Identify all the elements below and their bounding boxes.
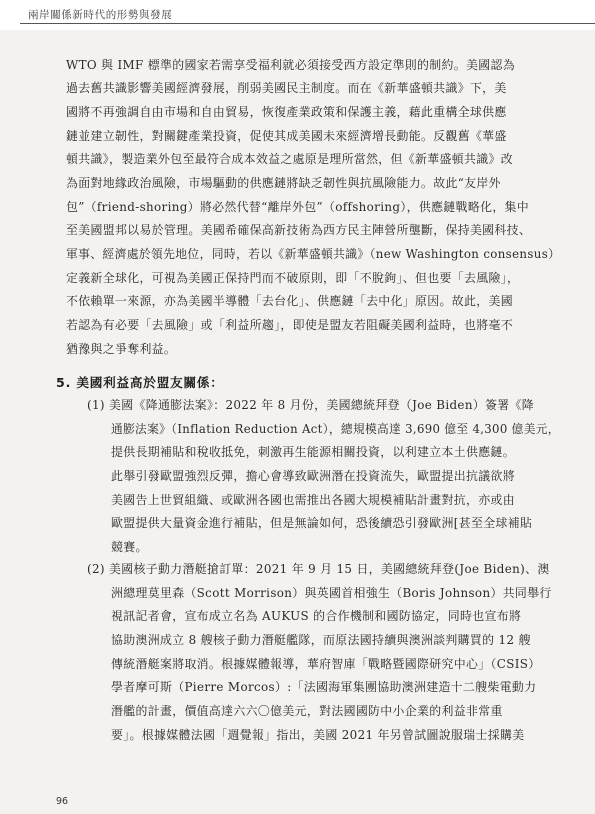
- list-item-2-line: 傳統潛艇案將取消。根據媒體報導，華府智庫「戰略暨國際研究中心」（CSIS）: [111, 657, 541, 671]
- body-paragraph-line: 若認為有必要「去風險」或「利益所趨」，即使是盟友若阻礙美國利益時，也將毫不: [66, 318, 513, 332]
- list-item-2-line: (2) 美國核子動力潛艇搶訂單：2021 年 9 月 15 日，美國總統拜登(Joe Biden)、澳: [87, 562, 550, 576]
- body-paragraph-line: 至美國盟邦以易於管理。美國希確保高新技術為西方民主陣營所壟斷，保持美國科技、: [66, 223, 532, 237]
- list-item-2-line: 要」。根據媒體法國「週覺報」指出，美國 2021 年另曾試圖說服瑞士採購美: [111, 728, 525, 742]
- header-rule: [20, 23, 595, 24]
- body-paragraph-line: 國將不再強調自由市場和自由貿易，恢復產業政策和保護主義，藉此重構全球供應: [66, 105, 507, 119]
- list-item-2-line: 潛艦的計畫，價值高達六六〇億美元，對法國國防中小企業的利益非常重: [111, 704, 503, 718]
- body-paragraph-line: 不依賴單一來源，亦為美國半導體「去台化」、供應鏈「去中化」原因。故此，美國: [66, 294, 513, 308]
- body-paragraph-line: 過去舊共識影響美國經濟發展，削弱美國民主制度。而在《新華盛頓共識》下，美: [66, 81, 507, 95]
- list-item-1-line: 美國告上世貿組織、或歐洲各國也需推出各國大規模補貼計畫對抗，亦或由: [111, 493, 515, 507]
- body-paragraph-line: 頓共識》，製造業外包至最符合成本效益之處原是理所當然，但《新華盛頓共識》改: [66, 152, 513, 166]
- body-paragraph-line: 包”（friend-shoring）將必然代替“離岸外包”（offshoring），供應鏈戰略化，集中: [66, 200, 530, 214]
- list-item-1-line: 競賽。: [111, 540, 148, 554]
- running-header-title: 兩岸關係新時代的形勢與發展: [28, 9, 173, 21]
- list-item-1-line: 通膨法案》（Inflation Reduction Act），總規模高達 3,690 億至 4,300 億美元，: [111, 422, 560, 436]
- list-item-1-line: (1) 美國《降通膨法案》：2022 年 8 月份，美國總統拜登（Joe Biden）簽署《降: [87, 398, 535, 412]
- list-item-1-line: 此舉引發歐盟強烈反彈，擔心會導致歐洲潛在投資流失，歐盟提出抗議欲將: [111, 469, 515, 483]
- list-item-2-line: 學者摩可斯（Pierre Morcos）:「法國海軍集團協助澳洲建造十二艘柴電動力: [111, 680, 537, 694]
- list-item-2-line: 協助澳洲成立 8 艘核子動力潛艇艦隊，而原法國持續與澳洲談判購買的 12 艘: [111, 633, 531, 647]
- body-paragraph-line: 猶豫與之爭奪利益。: [66, 342, 177, 356]
- running-header: [0, 0, 595, 30]
- body-paragraph-line: 定義新全球化，可視為美國正保持門而不破原則，即「不脫鉤」、但也要「去風險」，: [66, 271, 520, 285]
- body-paragraph-line: 軍事、經濟處於領先地位，同時，若以《新華盛頓共識》（new Washington consensus）: [66, 247, 561, 261]
- body-paragraph-line: 為面對地緣政治風險，市場驅動的供應鏈將缺乏韌性與抗風險能力。故此“友岸外: [66, 176, 501, 190]
- section-heading: 5. 美國利益高於盟友關係：: [56, 375, 224, 390]
- page-number: 96: [56, 796, 69, 807]
- body-paragraph-line: 鏈並建立韌性，對關鍵產業投資，促使其成美國未來經濟增長動能。反觀舊《華盛: [66, 129, 507, 143]
- list-item-1-line: 歐盟提供大量資金進行補貼，但是無論如何，恐後續恐引發歐洲[甚至全球補貼: [111, 516, 533, 530]
- list-item-2-line: 視訊記者會，宣布成立名為 AUKUS 的合作機制和國防協定，同時也宣布將: [111, 609, 522, 623]
- body-paragraph-line: WTO 與 IMF 標準的國家若需享受福利就必須接受西方設定準則的制約。美國認為: [66, 58, 515, 72]
- list-item-2-line: 洲總理莫里森（Scott Morrison）與英國首相強生（Boris Johnson）共同舉行: [111, 586, 552, 600]
- list-item-1-line: 提供長期補貼和稅收抵免，刺激再生能源相關投資，以利建立本土供應鏈。: [111, 445, 515, 459]
